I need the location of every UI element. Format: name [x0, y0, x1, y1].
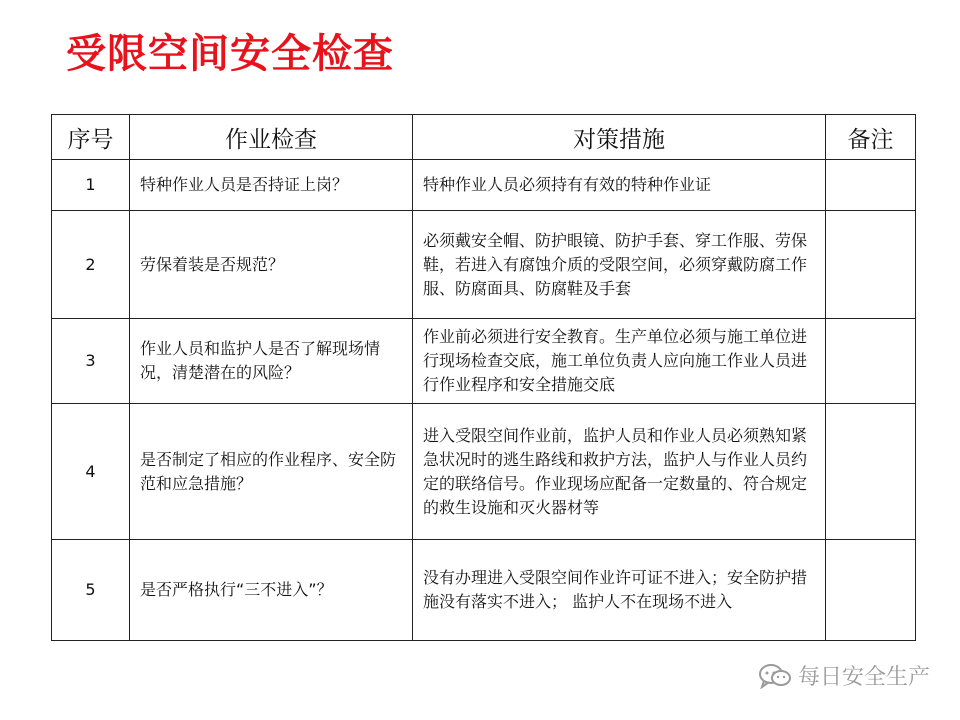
table-header-row [52, 115, 916, 160]
row-note [826, 319, 916, 404]
watermark [758, 660, 930, 691]
table-row [52, 540, 916, 641]
row-check: 作业人员和监护人是否了解现场情况，清楚潜在的风险？ [130, 319, 413, 404]
row-measure: 必须戴安全帽、防护眼镜、防护手套、穿工作服、劳保鞋，若进入有腐蚀介质的受限空间，必须穿戴防腐工作服、防腐面具、防腐鞋及手套 [413, 211, 826, 319]
header-measure: 对策措施 [413, 115, 826, 160]
table-row [52, 211, 916, 319]
row-note [826, 404, 916, 540]
table-row [52, 160, 916, 211]
row-number: 5 [52, 540, 130, 641]
row-measure: 作业前必须进行安全教育。生产单位必须与施工单位进行现场检查交底，施工单位负责人应向施工作业人员进行作业程序和安全措施交底 [413, 319, 826, 404]
header-number: 序号 [52, 115, 130, 160]
row-measure: 进入受限空间作业前，监护人员和作业人员必须熟知紧急状况时的逃生路线和救护方法，监护人与作业人员约定的联络信号。作业现场应配备一定数量的、符合规定的救生设施和灭火器材等 [413, 404, 826, 540]
row-number: 3 [52, 319, 130, 404]
row-check: 是否制定了相应的作业程序、安全防范和应急措施？ [130, 404, 413, 540]
row-note [826, 160, 916, 211]
table-row [52, 404, 916, 540]
safety-check-table [51, 114, 916, 641]
row-number: 4 [52, 404, 130, 540]
page-title: 受限空间安全检查 [66, 31, 394, 77]
header-check: 作业检查 [130, 115, 413, 160]
row-check: 特种作业人员是否持证上岗？ [130, 160, 413, 211]
row-number: 1 [52, 160, 130, 211]
wechat-icon [758, 663, 792, 689]
row-check: 是否严格执行“三不进入”？ [130, 540, 413, 641]
row-measure: 特种作业人员必须持有有效的特种作业证 [413, 160, 826, 211]
watermark-text: 每日安全生产 [797, 665, 930, 690]
row-measure: 没有办理进入受限空间作业许可证不进入；安全防护措施没有落实不进入； 监护人不在现场不进入 [413, 540, 826, 641]
row-number: 2 [52, 211, 130, 319]
row-check: 劳保着装是否规范？ [130, 211, 413, 319]
row-note [826, 211, 916, 319]
row-note [826, 540, 916, 641]
table-row [52, 319, 916, 404]
header-note: 备注 [826, 115, 916, 160]
